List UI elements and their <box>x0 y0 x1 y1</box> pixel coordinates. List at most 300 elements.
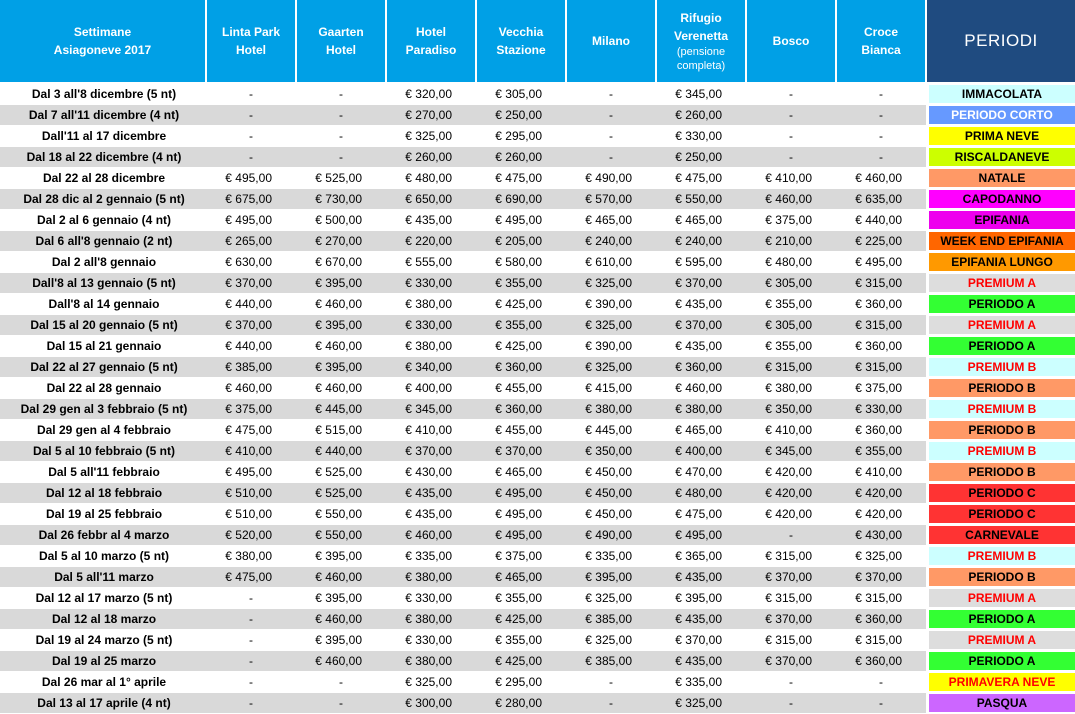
period-badge: PREMIUM A <box>929 631 1075 649</box>
price-cell: € 385,00 <box>566 651 656 672</box>
price-cell: € 690,00 <box>476 189 566 210</box>
price-cell: € 420,00 <box>746 462 836 483</box>
period-cell <box>926 83 1075 105</box>
price-cell: - <box>566 693 656 714</box>
price-cell: - <box>296 672 386 693</box>
price-cell: € 315,00 <box>836 273 926 294</box>
price-cell: € 345,00 <box>656 83 746 105</box>
week-cell: Dal 5 al 10 marzo (5 nt) <box>0 546 206 567</box>
price-cell: € 360,00 <box>476 399 566 420</box>
price-cell: € 295,00 <box>476 126 566 147</box>
price-cell: € 325,00 <box>566 357 656 378</box>
price-cell: € 445,00 <box>296 399 386 420</box>
table-row <box>0 504 1075 525</box>
price-cell: € 475,00 <box>476 168 566 189</box>
week-cell: Dal 15 al 20 gennaio (5 nt) <box>0 315 206 336</box>
period-cell <box>926 294 1075 315</box>
price-cell: € 460,00 <box>296 567 386 588</box>
price-cell: € 375,00 <box>836 378 926 399</box>
price-cell: € 315,00 <box>836 588 926 609</box>
header-hotel-gaarten: Gaarten Hotel <box>296 0 386 83</box>
price-cell: € 425,00 <box>476 336 566 357</box>
price-cell: € 385,00 <box>566 609 656 630</box>
price-cell: € 360,00 <box>836 336 926 357</box>
period-badge: PRIMAVERA NEVE <box>929 673 1075 691</box>
price-cell: - <box>746 126 836 147</box>
period-cell <box>926 546 1075 567</box>
price-cell: € 295,00 <box>476 672 566 693</box>
price-cell: € 410,00 <box>746 420 836 441</box>
price-cell: € 420,00 <box>836 483 926 504</box>
table-row <box>0 231 1075 252</box>
price-cell: € 390,00 <box>566 336 656 357</box>
period-badge: EPIFANIA <box>929 211 1075 229</box>
week-cell: Dal 29 gen al 3 febbraio (5 nt) <box>0 399 206 420</box>
price-cell: - <box>746 147 836 168</box>
price-cell: € 460,00 <box>296 651 386 672</box>
price-cell: € 355,00 <box>746 336 836 357</box>
price-cell: € 370,00 <box>206 273 296 294</box>
price-cell: € 525,00 <box>296 168 386 189</box>
price-cell: € 315,00 <box>836 315 926 336</box>
week-cell: Dal 7 all'11 dicembre (4 nt) <box>0 105 206 126</box>
price-cell: € 305,00 <box>746 315 836 336</box>
price-cell: - <box>746 672 836 693</box>
price-cell: € 355,00 <box>746 294 836 315</box>
period-cell <box>926 105 1075 126</box>
price-cell: € 650,00 <box>386 189 476 210</box>
header-hotel-bosco: Bosco <box>746 0 836 83</box>
table-row <box>0 336 1075 357</box>
price-cell: € 205,00 <box>476 231 566 252</box>
price-cell: € 460,00 <box>296 294 386 315</box>
price-cell: € 520,00 <box>206 525 296 546</box>
period-cell <box>926 126 1075 147</box>
price-cell: € 460,00 <box>746 189 836 210</box>
price-cell: € 370,00 <box>656 315 746 336</box>
table-row <box>0 252 1075 273</box>
price-cell: € 510,00 <box>206 504 296 525</box>
price-cell: - <box>296 147 386 168</box>
price-cell: € 550,00 <box>656 189 746 210</box>
price-cell: € 395,00 <box>296 315 386 336</box>
period-badge: PREMIUM A <box>929 274 1075 292</box>
price-cell: € 630,00 <box>206 252 296 273</box>
period-badge: PERIODO A <box>929 337 1075 355</box>
price-cell: € 360,00 <box>836 609 926 630</box>
period-cell <box>926 210 1075 231</box>
price-cell: € 525,00 <box>296 483 386 504</box>
price-cell: - <box>206 83 296 105</box>
price-cell: € 335,00 <box>566 546 656 567</box>
price-cell: € 360,00 <box>476 357 566 378</box>
period-cell <box>926 504 1075 525</box>
price-cell: € 325,00 <box>386 126 476 147</box>
price-cell: € 355,00 <box>476 588 566 609</box>
table-row <box>0 105 1075 126</box>
price-cell: € 440,00 <box>296 441 386 462</box>
table-row <box>0 651 1075 672</box>
week-cell: Dal 12 al 18 marzo <box>0 609 206 630</box>
table-row <box>0 693 1075 714</box>
price-cell: € 340,00 <box>386 357 476 378</box>
price-cell: - <box>206 693 296 714</box>
price-cell: - <box>566 672 656 693</box>
period-cell <box>926 651 1075 672</box>
week-cell: Dal 6 all'8 gennaio (2 nt) <box>0 231 206 252</box>
price-cell: € 370,00 <box>656 630 746 651</box>
week-cell: Dal 28 dic al 2 gennaio (5 nt) <box>0 189 206 210</box>
price-cell: € 430,00 <box>386 462 476 483</box>
price-cell: € 370,00 <box>656 273 746 294</box>
price-cell: € 370,00 <box>746 567 836 588</box>
price-cell: € 385,00 <box>206 357 296 378</box>
week-cell: Dall'11 al 17 dicembre <box>0 126 206 147</box>
week-cell: Dal 19 al 25 febbraio <box>0 504 206 525</box>
price-cell: € 410,00 <box>206 441 296 462</box>
price-cell: € 325,00 <box>656 693 746 714</box>
table-row <box>0 357 1075 378</box>
price-cell: € 375,00 <box>206 399 296 420</box>
week-cell: Dall'8 al 13 gennaio (5 nt) <box>0 273 206 294</box>
price-cell: € 550,00 <box>296 504 386 525</box>
price-cell: € 370,00 <box>836 567 926 588</box>
price-cell: € 395,00 <box>296 273 386 294</box>
price-cell: € 460,00 <box>206 378 296 399</box>
table-row <box>0 189 1075 210</box>
price-cell: - <box>836 693 926 714</box>
price-cell: € 325,00 <box>566 630 656 651</box>
price-cell: € 450,00 <box>566 462 656 483</box>
week-cell: Dal 22 al 28 gennaio <box>0 378 206 399</box>
price-cell: € 240,00 <box>656 231 746 252</box>
price-cell: € 425,00 <box>476 609 566 630</box>
period-cell <box>926 525 1075 546</box>
price-cell: € 460,00 <box>386 525 476 546</box>
table-row <box>0 483 1075 504</box>
header-week-line1: Settimane <box>73 25 132 39</box>
price-cell: - <box>746 105 836 126</box>
price-cell: € 330,00 <box>656 126 746 147</box>
price-cell: € 420,00 <box>746 504 836 525</box>
price-cell: € 465,00 <box>566 210 656 231</box>
price-cell: € 375,00 <box>476 546 566 567</box>
price-cell: - <box>206 609 296 630</box>
price-cell: € 330,00 <box>386 630 476 651</box>
price-cell: - <box>746 525 836 546</box>
table-row <box>0 210 1075 231</box>
price-cell: € 350,00 <box>566 441 656 462</box>
price-cell: € 350,00 <box>746 399 836 420</box>
price-cell: € 330,00 <box>386 588 476 609</box>
week-cell: Dal 22 al 27 gennaio (5 nt) <box>0 357 206 378</box>
price-cell: € 325,00 <box>386 672 476 693</box>
price-cell: € 360,00 <box>836 294 926 315</box>
period-badge: CARNEVALE <box>929 526 1075 544</box>
price-cell: € 460,00 <box>836 168 926 189</box>
price-cell: € 450,00 <box>566 483 656 504</box>
price-cell: € 475,00 <box>206 567 296 588</box>
price-cell: - <box>746 83 836 105</box>
price-cell: € 380,00 <box>386 336 476 357</box>
price-cell: € 515,00 <box>296 420 386 441</box>
week-cell: Dal 26 mar al 1° aprile <box>0 672 206 693</box>
price-cell: € 445,00 <box>566 420 656 441</box>
price-cell: € 480,00 <box>656 483 746 504</box>
price-cell: € 360,00 <box>656 357 746 378</box>
period-badge: PERIODO B <box>929 463 1075 481</box>
period-badge: PREMIUM A <box>929 316 1075 334</box>
price-cell: € 355,00 <box>476 315 566 336</box>
table-row <box>0 83 1075 105</box>
price-cell: € 380,00 <box>656 399 746 420</box>
price-cell: € 550,00 <box>296 525 386 546</box>
table-row <box>0 147 1075 168</box>
price-cell: - <box>296 83 386 105</box>
price-cell: € 305,00 <box>476 83 566 105</box>
week-cell: Dal 12 al 18 febbraio <box>0 483 206 504</box>
header-rifugio-verenetta: Rifugio Verenetta (pensione completa) <box>656 0 746 83</box>
price-cell: - <box>206 630 296 651</box>
price-cell: - <box>836 83 926 105</box>
table-row <box>0 462 1075 483</box>
price-cell: € 315,00 <box>746 357 836 378</box>
price-cell: - <box>296 105 386 126</box>
week-cell: Dal 26 febbr al 4 marzo <box>0 525 206 546</box>
price-cell: € 635,00 <box>836 189 926 210</box>
price-cell: € 380,00 <box>566 399 656 420</box>
price-cell: € 610,00 <box>566 252 656 273</box>
price-cell: € 330,00 <box>386 273 476 294</box>
table-row <box>0 378 1075 399</box>
period-cell <box>926 588 1075 609</box>
price-cell: - <box>836 147 926 168</box>
price-cell: € 370,00 <box>476 441 566 462</box>
price-cell: € 470,00 <box>656 462 746 483</box>
week-cell: Dal 22 al 28 dicembre <box>0 168 206 189</box>
table-row <box>0 567 1075 588</box>
week-cell: Dal 29 gen al 4 febbraio <box>0 420 206 441</box>
price-cell: € 465,00 <box>656 210 746 231</box>
price-cell: € 380,00 <box>386 609 476 630</box>
price-cell: € 435,00 <box>386 504 476 525</box>
price-cell: € 670,00 <box>296 252 386 273</box>
week-cell: Dal 15 al 21 gennaio <box>0 336 206 357</box>
price-cell: € 420,00 <box>836 504 926 525</box>
period-badge: NATALE <box>929 169 1075 187</box>
period-badge: CAPODANNO <box>929 190 1075 208</box>
price-cell: € 355,00 <box>836 441 926 462</box>
period-badge: WEEK END EPIFANIA <box>929 232 1075 250</box>
price-cell: € 435,00 <box>386 210 476 231</box>
price-cell: € 315,00 <box>836 357 926 378</box>
price-cell: € 465,00 <box>476 567 566 588</box>
period-badge: PREMIUM B <box>929 358 1075 376</box>
period-badge: PREMIUM B <box>929 547 1075 565</box>
price-cell: € 435,00 <box>656 567 746 588</box>
price-cell: € 465,00 <box>476 462 566 483</box>
period-cell <box>926 483 1075 504</box>
table-row <box>0 609 1075 630</box>
price-cell: € 435,00 <box>656 336 746 357</box>
price-cell: € 475,00 <box>656 168 746 189</box>
period-badge: PASQUA <box>929 694 1075 712</box>
price-cell: € 460,00 <box>296 609 386 630</box>
week-cell: Dal 2 all'8 gennaio <box>0 252 206 273</box>
period-cell <box>926 231 1075 252</box>
price-cell: € 240,00 <box>566 231 656 252</box>
price-cell: € 210,00 <box>746 231 836 252</box>
price-cell: € 430,00 <box>836 525 926 546</box>
price-cell: € 495,00 <box>476 483 566 504</box>
period-cell <box>926 168 1075 189</box>
price-cell: - <box>206 588 296 609</box>
price-cell: € 345,00 <box>746 441 836 462</box>
price-cell: € 325,00 <box>566 273 656 294</box>
price-cell: € 525,00 <box>296 462 386 483</box>
price-cell: € 400,00 <box>656 441 746 462</box>
price-cell: € 490,00 <box>566 525 656 546</box>
price-cell: € 435,00 <box>656 651 746 672</box>
price-cell: € 450,00 <box>566 504 656 525</box>
price-cell: - <box>836 105 926 126</box>
price-cell: € 375,00 <box>746 210 836 231</box>
price-cell: € 380,00 <box>746 378 836 399</box>
price-cell: € 325,00 <box>566 315 656 336</box>
header-hotel-linta-park: Linta Park Hotel <box>206 0 296 83</box>
price-cell: € 370,00 <box>746 609 836 630</box>
price-cell: € 270,00 <box>296 231 386 252</box>
price-cell: € 360,00 <box>836 651 926 672</box>
period-badge: PERIODO A <box>929 295 1075 313</box>
price-cell: € 440,00 <box>206 294 296 315</box>
week-cell: Dal 5 al 10 febbraio (5 nt) <box>0 441 206 462</box>
price-cell: € 250,00 <box>656 147 746 168</box>
price-cell: € 305,00 <box>746 273 836 294</box>
price-cell: € 260,00 <box>656 105 746 126</box>
price-cell: € 410,00 <box>746 168 836 189</box>
price-cell: € 395,00 <box>296 588 386 609</box>
price-cell: € 570,00 <box>566 189 656 210</box>
price-cell: - <box>566 126 656 147</box>
week-cell: Dal 18 al 22 dicembre (4 nt) <box>0 147 206 168</box>
price-cell: € 495,00 <box>206 210 296 231</box>
price-cell: € 330,00 <box>386 315 476 336</box>
price-cell: € 395,00 <box>296 630 386 651</box>
price-cell: € 410,00 <box>836 462 926 483</box>
price-cell: € 415,00 <box>566 378 656 399</box>
header-row <box>0 0 1075 83</box>
price-cell: € 440,00 <box>206 336 296 357</box>
price-cell: € 315,00 <box>746 546 836 567</box>
price-cell: € 315,00 <box>746 630 836 651</box>
price-cell: - <box>206 147 296 168</box>
week-cell: Dal 2 al 6 gennaio (4 nt) <box>0 210 206 231</box>
price-cell: € 395,00 <box>656 588 746 609</box>
period-cell <box>926 567 1075 588</box>
period-badge: EPIFANIA LUNGO <box>929 253 1075 271</box>
period-cell <box>926 630 1075 651</box>
period-badge: PREMIUM A <box>929 589 1075 607</box>
price-cell: € 460,00 <box>296 336 386 357</box>
price-cell: € 380,00 <box>386 567 476 588</box>
price-cell: € 270,00 <box>386 105 476 126</box>
period-cell <box>926 420 1075 441</box>
table-row <box>0 273 1075 294</box>
header-periodi: PERIODI <box>926 0 1075 83</box>
week-cell: Dal 13 al 17 aprile (4 nt) <box>0 693 206 714</box>
price-cell: € 410,00 <box>386 420 476 441</box>
price-cell: € 280,00 <box>476 693 566 714</box>
price-cell: € 260,00 <box>476 147 566 168</box>
price-cell: € 370,00 <box>746 651 836 672</box>
price-cell: - <box>296 126 386 147</box>
period-cell <box>926 273 1075 294</box>
period-badge: PERIODO C <box>929 484 1075 502</box>
price-cell: € 425,00 <box>476 294 566 315</box>
period-cell <box>926 441 1075 462</box>
period-badge: PERIODO C <box>929 505 1075 523</box>
price-cell: € 555,00 <box>386 252 476 273</box>
price-cell: € 370,00 <box>206 315 296 336</box>
price-cell: € 325,00 <box>836 546 926 567</box>
week-cell: Dal 5 all'11 febbraio <box>0 462 206 483</box>
period-badge: PERIODO A <box>929 610 1075 628</box>
header-hotel-paradiso: Hotel Paradiso <box>386 0 476 83</box>
period-badge: PERIODO A <box>929 652 1075 670</box>
header-rifugio-note: (pensione completa) <box>676 46 726 72</box>
price-cell: - <box>206 105 296 126</box>
price-cell: € 500,00 <box>296 210 386 231</box>
price-cell: € 495,00 <box>656 525 746 546</box>
price-cell: € 380,00 <box>206 546 296 567</box>
price-cell: € 495,00 <box>206 168 296 189</box>
price-cell: - <box>836 672 926 693</box>
price-cell: € 300,00 <box>386 693 476 714</box>
table-row <box>0 294 1075 315</box>
period-badge: PERIODO B <box>929 379 1075 397</box>
period-badge: PREMIUM B <box>929 442 1075 460</box>
period-badge: PRIMA NEVE <box>929 127 1075 145</box>
price-cell: - <box>206 126 296 147</box>
price-cell: - <box>566 147 656 168</box>
period-badge: PERIODO B <box>929 421 1075 439</box>
price-cell: € 495,00 <box>476 504 566 525</box>
price-cell: € 355,00 <box>476 630 566 651</box>
price-cell: € 475,00 <box>206 420 296 441</box>
period-cell <box>926 462 1075 483</box>
period-cell <box>926 189 1075 210</box>
price-cell: € 455,00 <box>476 378 566 399</box>
period-cell <box>926 315 1075 336</box>
price-cell: € 580,00 <box>476 252 566 273</box>
price-cell: € 395,00 <box>296 357 386 378</box>
price-cell: € 460,00 <box>296 378 386 399</box>
price-cell: € 250,00 <box>476 105 566 126</box>
price-cell: - <box>746 693 836 714</box>
price-cell: € 495,00 <box>476 525 566 546</box>
table-row <box>0 525 1075 546</box>
period-badge: PREMIUM B <box>929 400 1075 418</box>
period-cell <box>926 378 1075 399</box>
price-cell: € 435,00 <box>656 294 746 315</box>
header-hotel-vecchia-stazione: Vecchia Stazione <box>476 0 566 83</box>
price-cell: € 265,00 <box>206 231 296 252</box>
price-cell: € 330,00 <box>836 399 926 420</box>
price-cell: € 315,00 <box>746 588 836 609</box>
price-cell: € 465,00 <box>656 420 746 441</box>
price-cell: € 480,00 <box>746 252 836 273</box>
